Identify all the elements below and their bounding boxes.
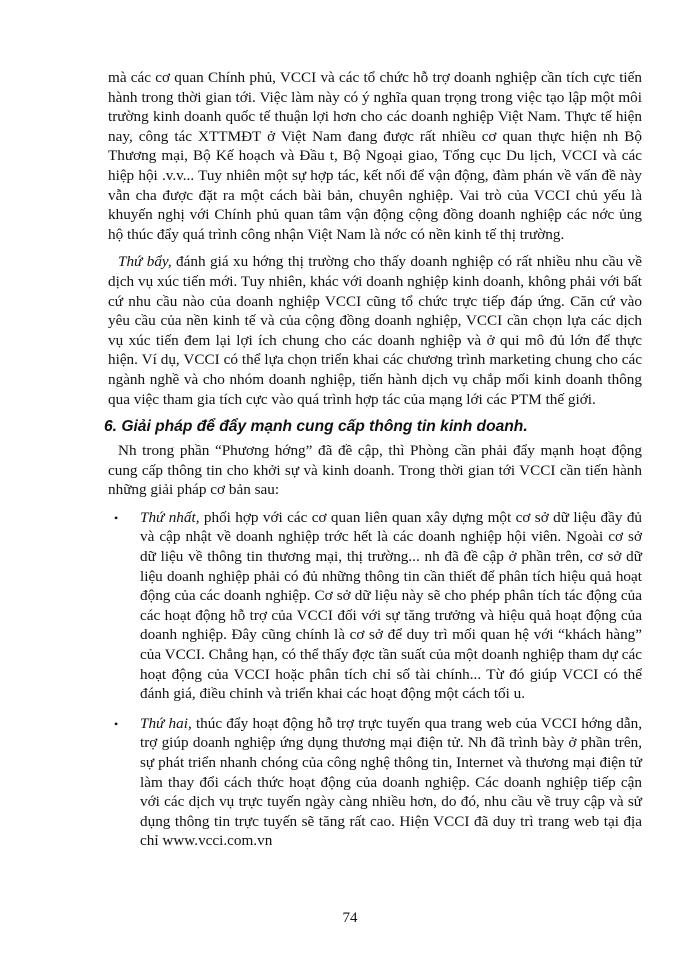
list-item-thu-nhat xyxy=(108,508,642,704)
list-item-text: phối hợp với các cơ quan liên quan xây dựng một cơ sở dữ liệu đầy đủ và cập nhật về doanh nghiệp trớc hết là các doanh nghiệp hội viên. Ngoài cơ sở dữ liệu về thông tin thương mại, thị trường... nh đã đề cập ở phần trên, cơ sở dữ liệu doanh nghiệp phải có đủ những thông tin cần thiết để phân tích hiệu quả hoạt động của các doanh nghiệp. Cơ sở dữ liệu này sẽ cho phép phân tích tác động của các hoạt động hỗ trợ của VCCI đối với sự tăng trưởng và hiệu quả hoạt động của doanh nghiệp. Đây cũng chính là cơ sở để duy trì mối quan hệ với “khách hàng” của VCCI. Chẳng hạn, có thể thấy đợc tần suất của một doanh nghiệp tham dự các hoạt động của VCCI hoặc phân tích chỉ số tài chính... Từ đó giúp VCCI có thể đánh giá, điều chỉnh và triển khai các hoạt động một cách tối u. xyxy=(140,508,643,703)
page-number: 74 xyxy=(342,910,358,926)
thu-bay-text: đánh giá xu hớng thị trường cho thấy doanh nghiệp có rất nhiều nhu cầu về dịch vụ xúc tiến mới. Tuy nhiên, khác với doanh nghiệp kinh doanh, không phải với bất cứ nhu cầu nào của doanh nghiệp VCCI cũng tổ chức trực tiếp đáp ứng. Căn cứ vào yêu cầu của nền kinh tế và của cộng đồng doanh nghiệp, VCCI cần chọn lựa các dịch vụ xúc tiến đem lại lợi ích chung cho các doanh nghiệp và ở qui mô đủ lớn để thực hiện. Ví dụ, VCCI có thể lựa chọn triển khai các chương trình marketing chung cho các ngành nghề và cho nhóm doanh nghiệp, tiến hành dịch vụ chắp mối kinh doanh thông qua việc tham gia tích cực vào quá trình hợp tác của mạng lới các PTM thế giới. xyxy=(108,253,642,408)
section-intro-paragraph: Nh trong phần “Phương hớng” đã đề cập, thì Phòng cần phải đẩy mạnh hoạt động cung cấp thông tin cho khởi sự và kinh doanh. Trong thời gian tới VCCI cần tiến hành những giải pháp cơ bản sau: xyxy=(108,442,642,499)
list-item-thu-hai xyxy=(108,714,642,851)
section-heading: 6. Giải pháp để đẩy mạnh cung cấp thông tin kinh doanh. xyxy=(104,418,528,436)
list-item-text: thúc đẩy hoạt động hỗ trợ trực tuyến qua trang web của VCCI hớng dẫn, trợ giúp doanh nghiệp ứng dụng thương mại điện tử. Nh đã trình bày ở phần trên, sự phát triển nhanh chóng của công nghệ thông tin, Internet và thương mại điện tử làm thay đổi cách thức hoạt động của doanh nghiệp. Các doanh nghiệp tiếp cận với các dịch vụ trực tuyến ngày càng nhiều hơn, do đó, nhu cầu về truy cập và sử dụng thông tin trực tuyến sẽ tăng rất cao. Hiện VCCI đã duy trì trang web tại địa chỉ www.vcci.com.vn xyxy=(140,714,643,850)
list-item-paragraph xyxy=(140,508,642,704)
bullet-icon: • xyxy=(114,510,119,525)
bullet-icon: • xyxy=(114,716,119,731)
list-item-lead: Thứ hai, xyxy=(140,714,192,732)
solution-list xyxy=(108,508,642,851)
thu-bay-lead: Thứ bẩy, xyxy=(118,253,172,271)
page-body xyxy=(104,68,643,861)
list-item-paragraph xyxy=(140,714,642,851)
thu-bay-paragraph xyxy=(108,252,642,409)
list-item-lead: Thứ nhất, xyxy=(140,508,200,526)
intro-paragraph: mà các cơ quan Chính phủ, VCCI và các tổ chức hỗ trợ doanh nghiệp cần tích cực tiến hành trong thời gian tới. Việc làm này có ý nghĩa quan trọng trong việc tạo lập một môi trường kinh doanh quốc tế thuận lợi hơn cho các doanh nghiệp Việt Nam. Thực tế hiện nay, công tác XTTMĐT ở Việt Nam đang được rất nhiều cơ quan thực hiện nh Bộ Thương mại, Bộ Kế hoạch và Đầu t, Bộ Ngoại giao, Tổng cục Du lịch, VCCI và các hiệp hội .v.v... Tuy nhiên một sự hợp tác, kết nối để vận động, đàm phán về vấn đề này vẫn cha được đặt ra một cách bài bản, chuyên nghiệp. Vai trò của VCCI chủ yếu là khuyến nghị với Chính phủ quan tâm vận động cộng đồng doanh nghiệp các nớc ủng hộ thúc đẩy quá trình công nhận Việt Nam là nớc có nền kinh tế thị trường. xyxy=(108,69,642,243)
